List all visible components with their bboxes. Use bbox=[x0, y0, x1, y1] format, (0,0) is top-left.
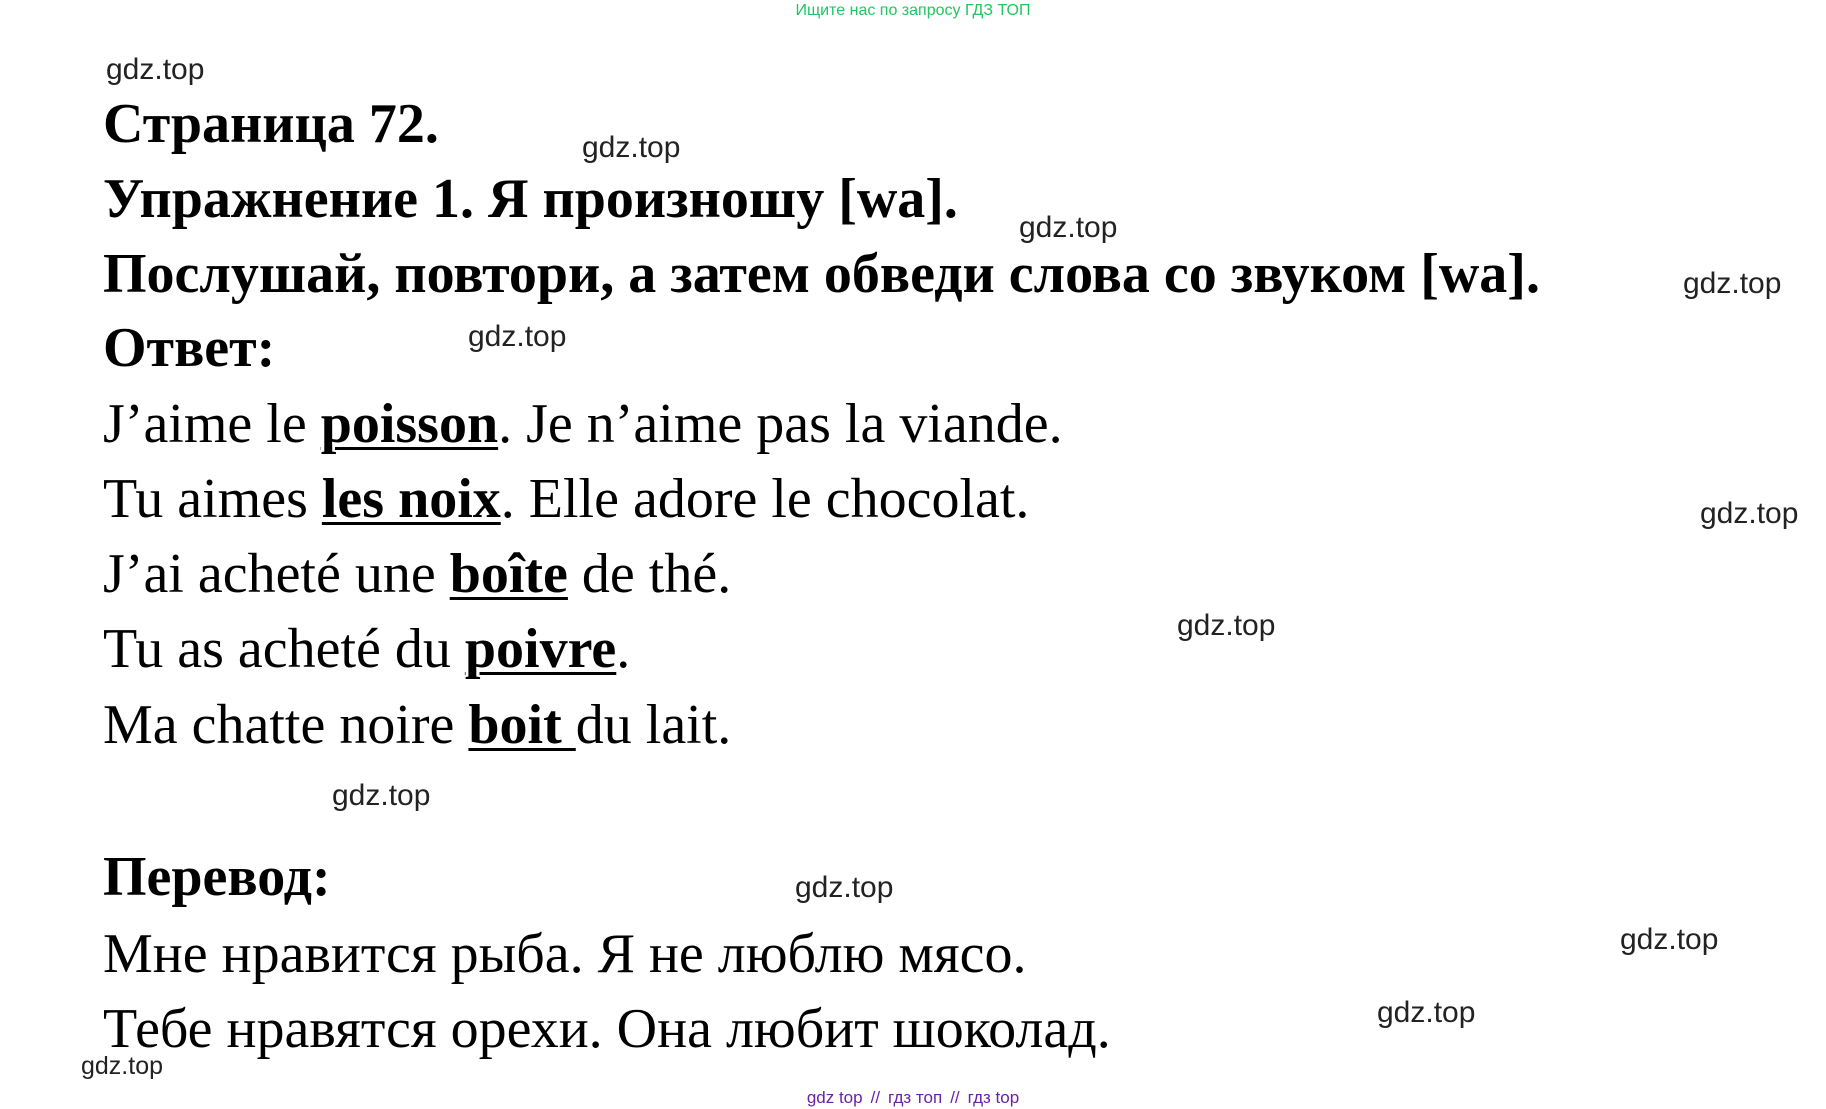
watermark: gdz.top bbox=[1377, 996, 1476, 1029]
highlighted-word: poivre bbox=[464, 618, 617, 680]
answer-line bbox=[103, 617, 630, 681]
answer-text: Tu as acheté du bbox=[103, 618, 465, 680]
highlighted-word: boit bbox=[468, 694, 576, 756]
watermark: gdz.top bbox=[1683, 267, 1782, 300]
exercise-title: Упражнение 1. Я произношу [wa]. bbox=[103, 168, 958, 230]
answer-line bbox=[103, 542, 731, 606]
highlighted-word: poisson bbox=[320, 393, 499, 455]
page-title: Страница 72. bbox=[103, 93, 439, 155]
highlighted-word: boîte bbox=[449, 543, 568, 605]
answer-line bbox=[103, 467, 1029, 531]
answer-text: Tu aimes bbox=[103, 468, 322, 530]
answer-line bbox=[103, 693, 731, 757]
watermark: gdz.top bbox=[795, 871, 894, 904]
answer-text: J’ai acheté une bbox=[103, 543, 450, 605]
answer-text: de thé. bbox=[567, 543, 732, 605]
exercise-instruction: Послушай, повтори, а затем обведи слова со звуком [wa]. bbox=[103, 243, 1540, 305]
watermark: gdz.top bbox=[582, 131, 681, 164]
translation-line: Тебе нравятся орехи. Она любит шоколад. bbox=[103, 998, 1111, 1060]
bottom-links bbox=[0, 1087, 1826, 1109]
watermark: gdz.top bbox=[1620, 923, 1719, 956]
bottom-separator: // bbox=[950, 1088, 960, 1107]
watermark: gdz.top bbox=[1177, 609, 1276, 642]
answer-line bbox=[103, 392, 1063, 456]
answer-text: . bbox=[616, 618, 631, 680]
watermark: gdz.top bbox=[332, 779, 431, 812]
answer-text: J’aime le bbox=[103, 393, 321, 455]
watermark: gdz.top bbox=[81, 1052, 164, 1080]
answer-text: Ma chatte noire bbox=[103, 694, 469, 756]
answer-label: Ответ: bbox=[103, 317, 276, 379]
highlighted-word: les noix bbox=[321, 468, 501, 530]
translation-label: Перевод: bbox=[103, 846, 331, 908]
answer-text: . Je n’aime pas la viande. bbox=[498, 393, 1063, 455]
watermark: gdz.top bbox=[1019, 211, 1118, 244]
translation-line: Мне нравится рыба. Я не люблю мясо. bbox=[103, 923, 1027, 985]
answer-text: du lait. bbox=[575, 694, 732, 756]
watermark: gdz.top bbox=[468, 320, 567, 353]
bottom-link[interactable]: гдз top bbox=[967, 1088, 1020, 1107]
watermark: gdz.top bbox=[1700, 497, 1799, 530]
bottom-separator: // bbox=[870, 1088, 881, 1107]
bottom-link[interactable]: гдз топ bbox=[888, 1088, 943, 1107]
top-banner[interactable]: Ищите нас по запросу ГДЗ ТОП bbox=[795, 2, 1031, 19]
answer-text: . Elle adore le chocolat. bbox=[500, 468, 1030, 530]
watermark: gdz.top bbox=[106, 53, 205, 86]
bottom-link[interactable]: gdz top bbox=[806, 1088, 863, 1107]
